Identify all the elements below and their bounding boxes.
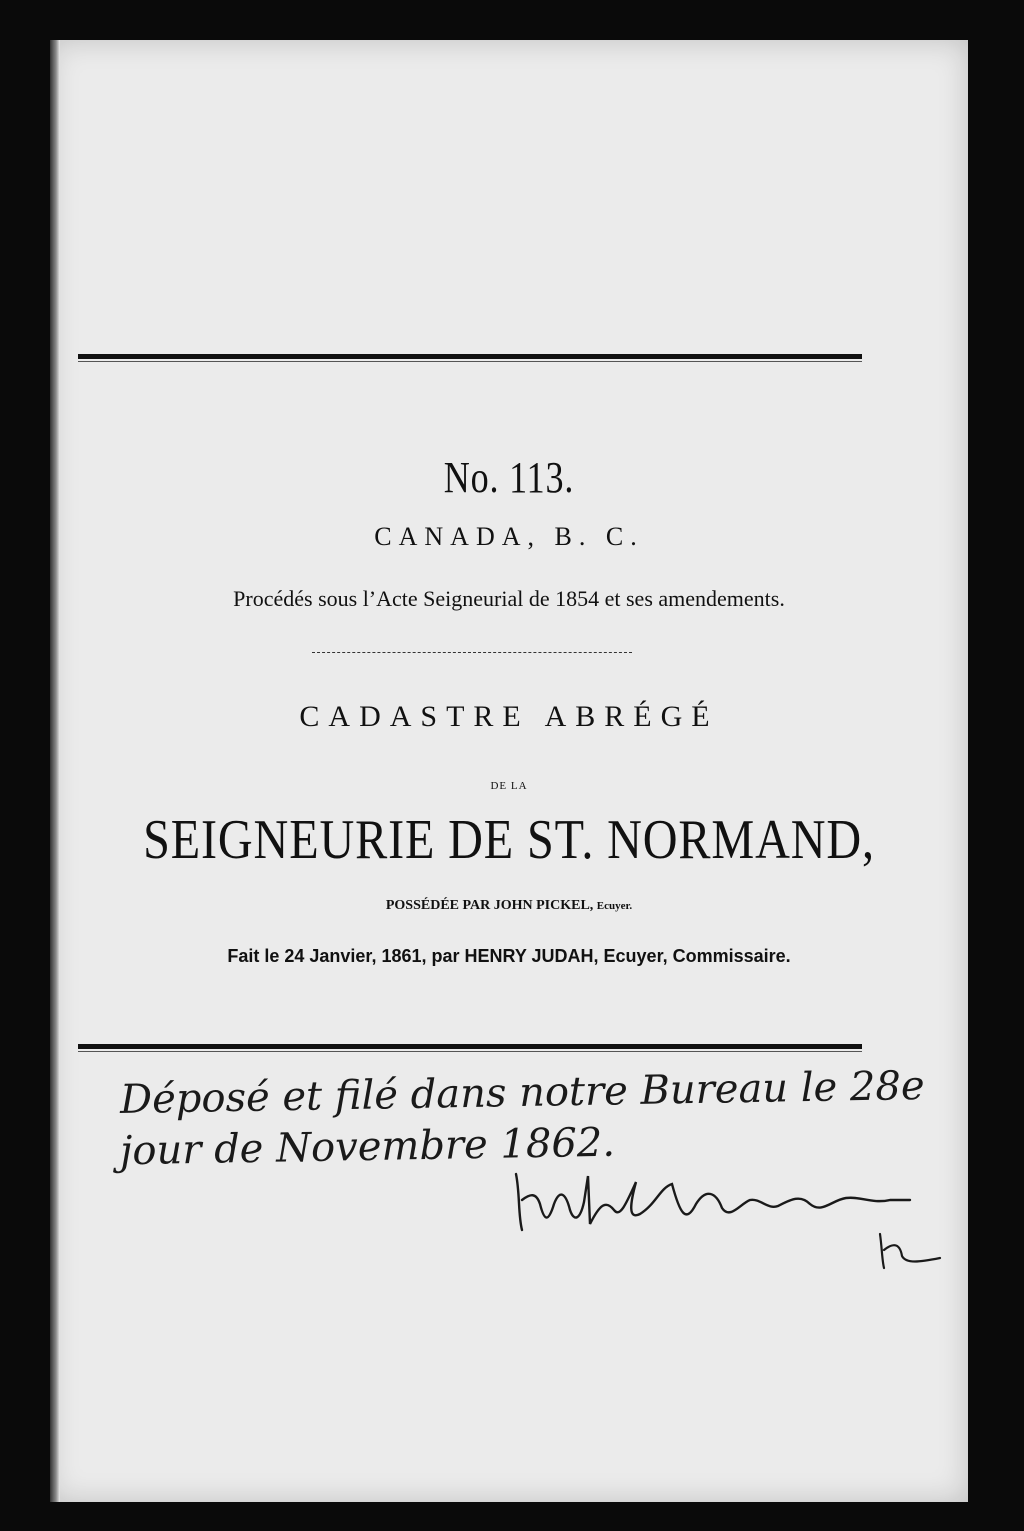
location-heading: CANADA, B. C. xyxy=(374,522,644,551)
separator-rule xyxy=(312,652,632,653)
document-number: No. 113. xyxy=(443,453,575,502)
owner-title-text: Ecuyer. xyxy=(596,900,633,912)
owner-line xyxy=(50,898,968,914)
handwritten-deposit-line2: jour de Novembre 1862. xyxy=(119,1119,616,1175)
handwritten-deposit-line1: Déposé et filé dans notre Bureau le 28e xyxy=(119,1062,925,1124)
top-rule xyxy=(78,354,862,362)
document-page xyxy=(50,40,968,1502)
owner-text: POSSÉDÉE PAR JOHN PICKEL, xyxy=(385,898,594,913)
seigneurie-title: SEIGNEURIE DE ST. NORMAND, xyxy=(143,809,875,871)
connector-text: DE LA xyxy=(490,780,528,792)
proceedings-subtitle: Procédés sous l’Acte Seigneurial de 1854 et ses amendements. xyxy=(233,586,785,611)
bottom-rule xyxy=(78,1044,862,1052)
handwritten-signature xyxy=(510,1164,950,1274)
cadastre-title: CADASTRE ABRÉGÉ xyxy=(299,700,719,733)
made-by-line: Fait le 24 Janvier, 1861, par HENRY JUDAH, Ecuyer, Commissaire. xyxy=(227,946,791,966)
